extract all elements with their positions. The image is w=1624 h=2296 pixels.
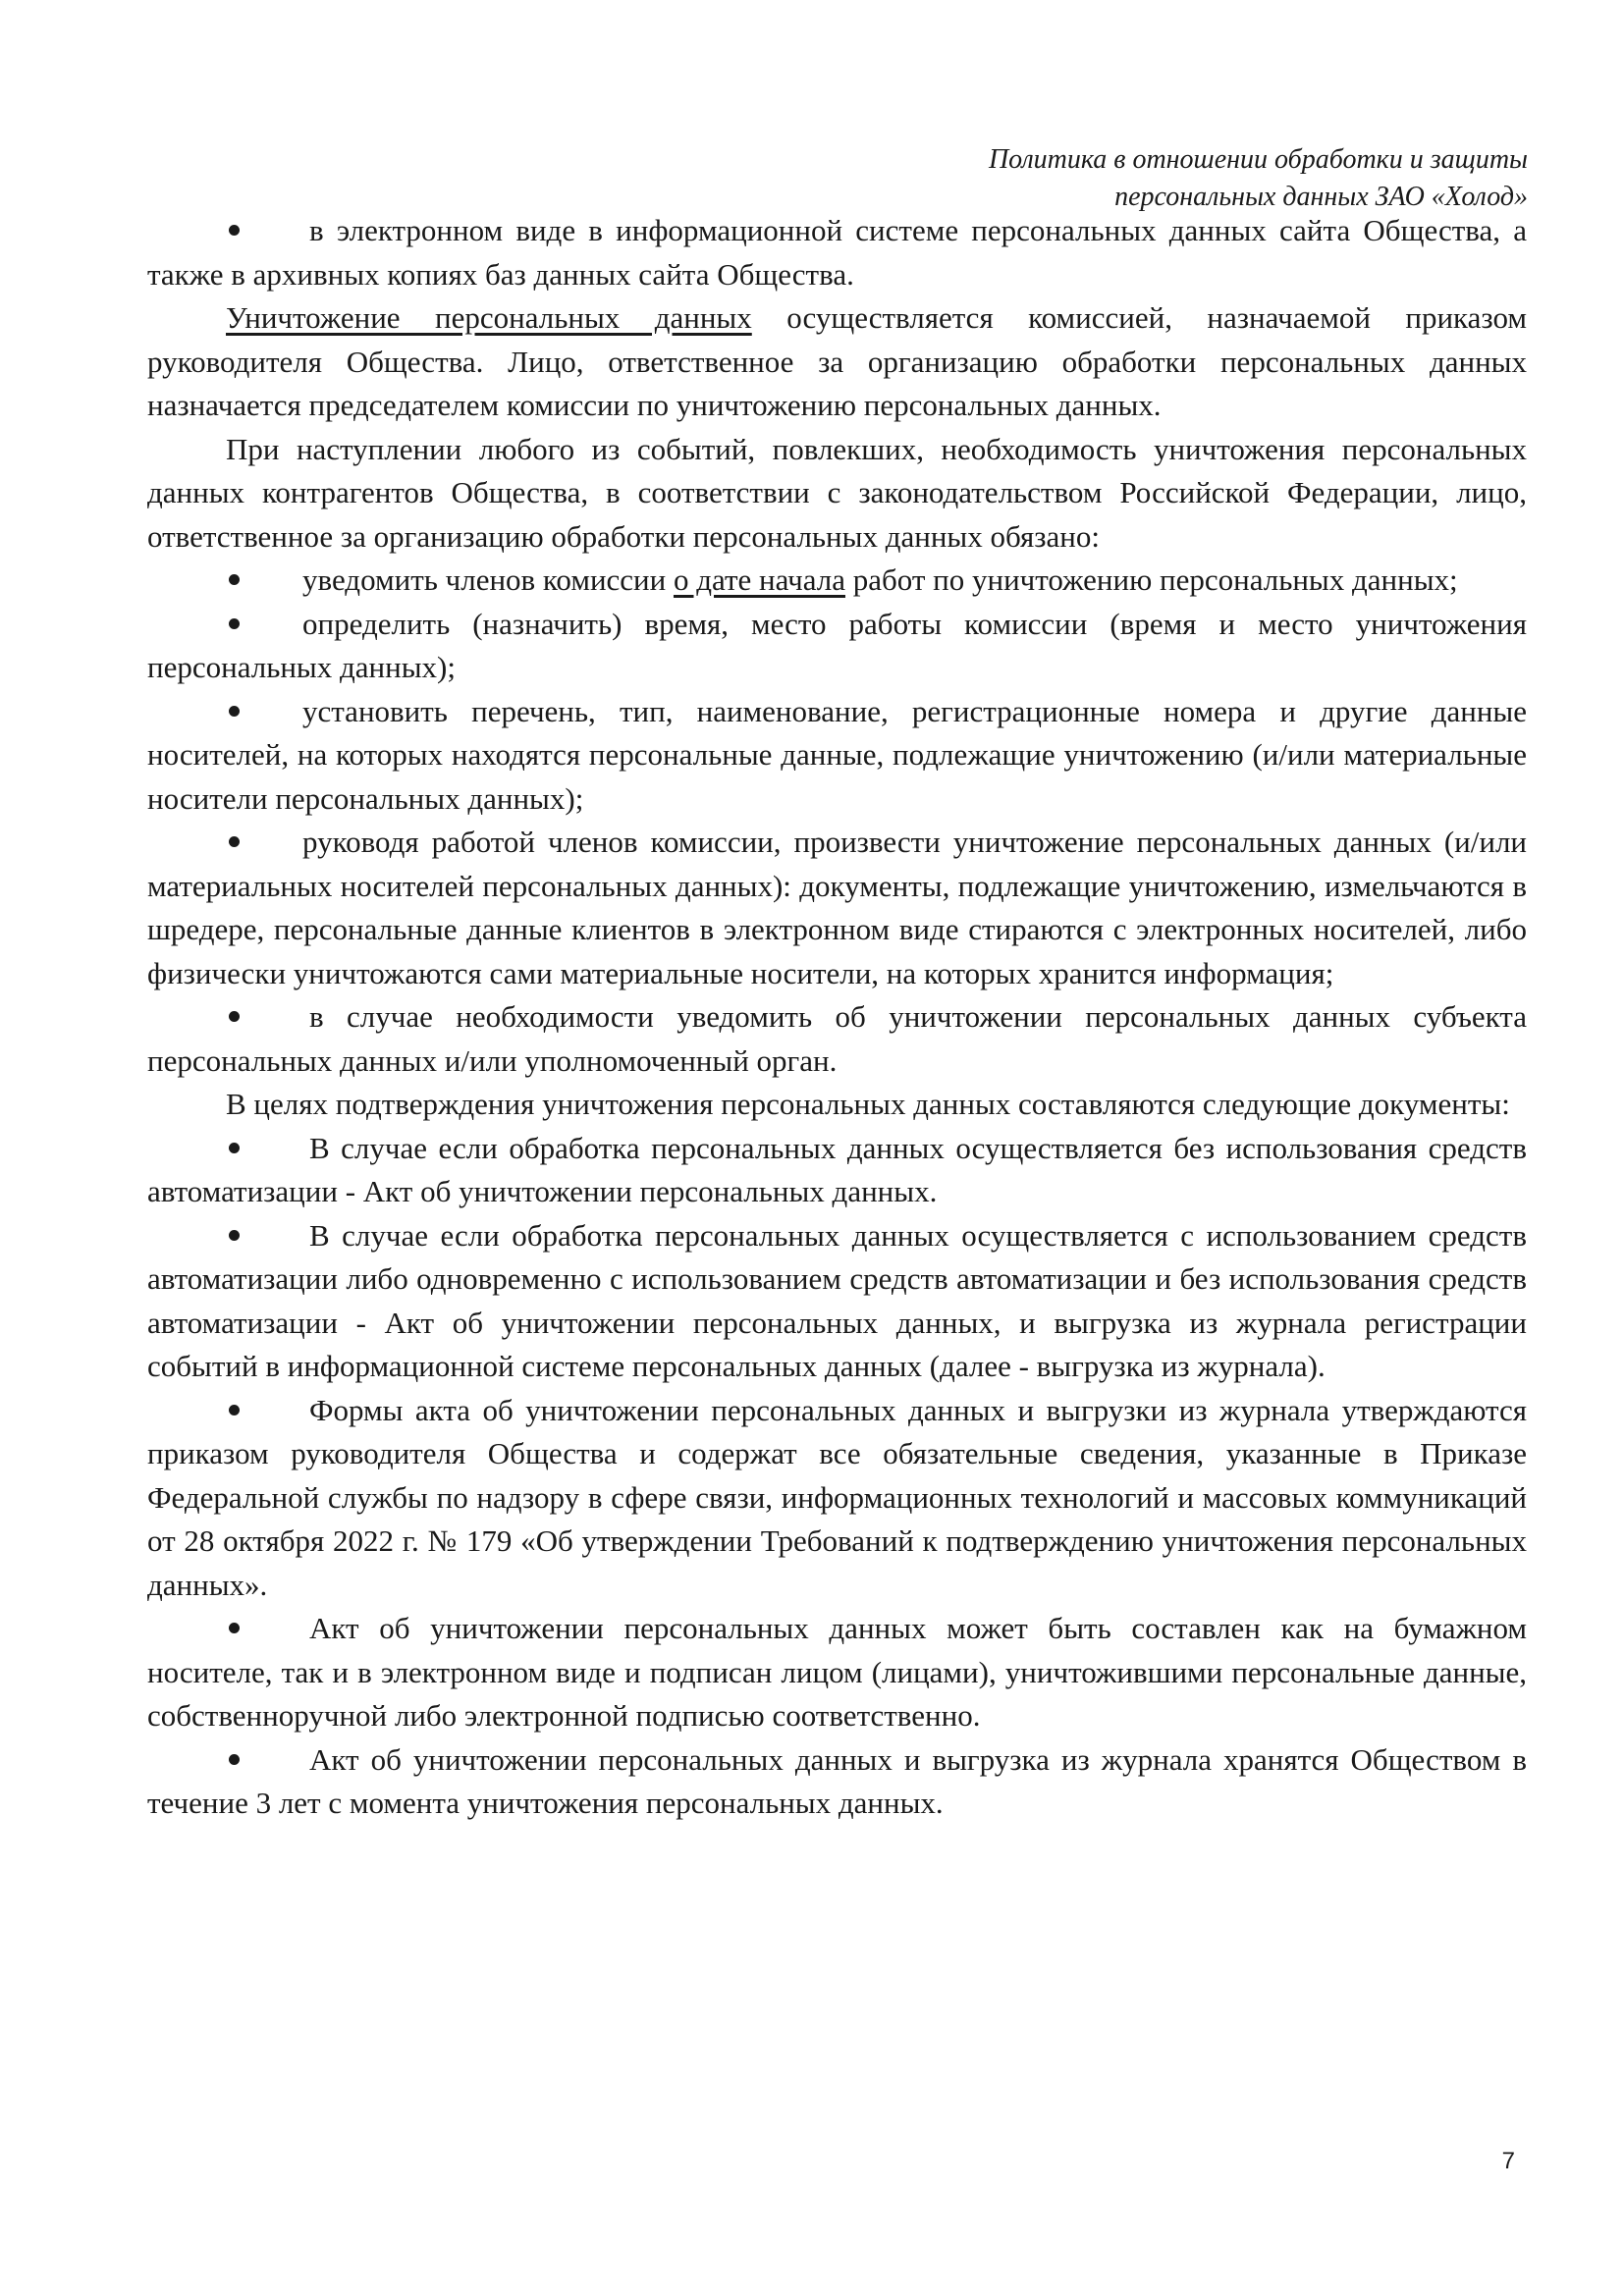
- list-item-text: работ по уничтожению персональных данных;: [844, 562, 1458, 597]
- list-item-text: установить перечень, тип, наименование, регистрационные номера и другие данные носителей, на которых находятся персональные данные, подлежащие уничтожению (и/или материальные носители персональных данных);: [147, 693, 1527, 816]
- list-item: [147, 1738, 1527, 1826]
- list-item-text: руководя работой членов комиссии, произвести уничтожение персональных данных (и/или материальных носителей персональных данных): документы, подлежащие уничтожению, измельчаются в шредере, персональные данные клиентов в электронном виде стираются с электронных носителей, либо физически уничтожаются сами материальные носители, на которых хранится информация;: [147, 825, 1527, 990]
- list-item: [147, 1214, 1527, 1389]
- paragraph: [147, 296, 1527, 428]
- underlined-term: Уничтожение персональных данных: [226, 300, 752, 335]
- underlined-phrase: о дате начала: [673, 562, 845, 597]
- list-item: [147, 1127, 1527, 1214]
- running-header: [644, 141, 1528, 216]
- list-item-text: в случае необходимости уведомить об уничтожении персональных данных субъекта персональных данных и/или уполномоченный орган.: [147, 999, 1527, 1078]
- list-item-text: Формы акта об уничтожении персональных данных и выгрузки из журнала утверждаются приказом руководителя Общества и содержат все обязательные сведения, указанные в Приказе Федеральной службы по надзору в сфере связи, информационных технологий и массовых коммуникаций от 28 октября 2022 г. № 179 «Об утверждении Требований к подтверждению уничтожения персональных данных».: [147, 1392, 1527, 1602]
- list-item: [147, 995, 1527, 1083]
- list-item: [147, 690, 1527, 822]
- list-item-text: В случае если обработка персональных данных осуществляется с использованием средств автоматизации либо одновременно с использованием средств автоматизации и без использования средств автоматизации - Акт об уничтожении персональных данных, и выгрузка из журнала регистрации событий в информационной системе персональных данных (далее - выгрузка из журнала).: [147, 1217, 1527, 1383]
- list-item-text: в электронном виде в информационной системе персональных данных сайта Общества, а также в архивных копиях баз данных сайта Общества.: [147, 213, 1527, 292]
- list-item: [147, 559, 1527, 603]
- list-item-text: уведомить членов комиссии: [302, 562, 674, 597]
- list-item: [147, 1389, 1527, 1608]
- list-item-text: В случае если обработка персональных данных осуществляется без использования средств автоматизации - Акт об уничтожении персональных данных.: [147, 1130, 1527, 1208]
- page-number: 7: [1501, 2148, 1515, 2174]
- header-line-1: Политика в отношении обработки и защиты: [988, 144, 1528, 175]
- list-item-text: Акт об уничтожении персональных данных может быть составлен как на бумажном носителе, так и в электронном виде и подписан лицом (лицами), уничтожившими персональные данные, собственноручной либо электронной подписью соответственно.: [147, 1611, 1527, 1733]
- body-text: [147, 209, 1527, 1826]
- header-line-2: персональных данных ЗАО «Холод»: [1114, 182, 1528, 212]
- paragraph-text: осуществляется комиссией, назначаемой приказом руководителя Общества. Лицо, ответственное за организацию обработки персональных данных назначается председателем комиссии по уничтожению персональных данных.: [147, 300, 1527, 422]
- list-item: [147, 1607, 1527, 1738]
- list-item: [147, 821, 1527, 995]
- list-item-text: Акт об уничтожении персональных данных и выгрузка из журнала хранятся Обществом в течение 3 лет с момента уничтожения персональных данных.: [147, 1741, 1527, 1820]
- list-item: [147, 209, 1527, 296]
- list-item-text: определить (назначить) время, место работы комиссии (время и место уничтожения персональных данных);: [147, 606, 1527, 684]
- list-item: [147, 603, 1527, 690]
- paragraph: В целях подтверждения уничтожения персональных данных составляются следующие документы:: [226, 1087, 1510, 1121]
- paragraph: При наступлении любого из событий, повлекших, необходимость уничтожения персональных данных контрагентов Общества, в соответствии с законодательством Российской Федерации, лицо, ответственное за организацию обработки персональных данных обязано:: [147, 431, 1527, 554]
